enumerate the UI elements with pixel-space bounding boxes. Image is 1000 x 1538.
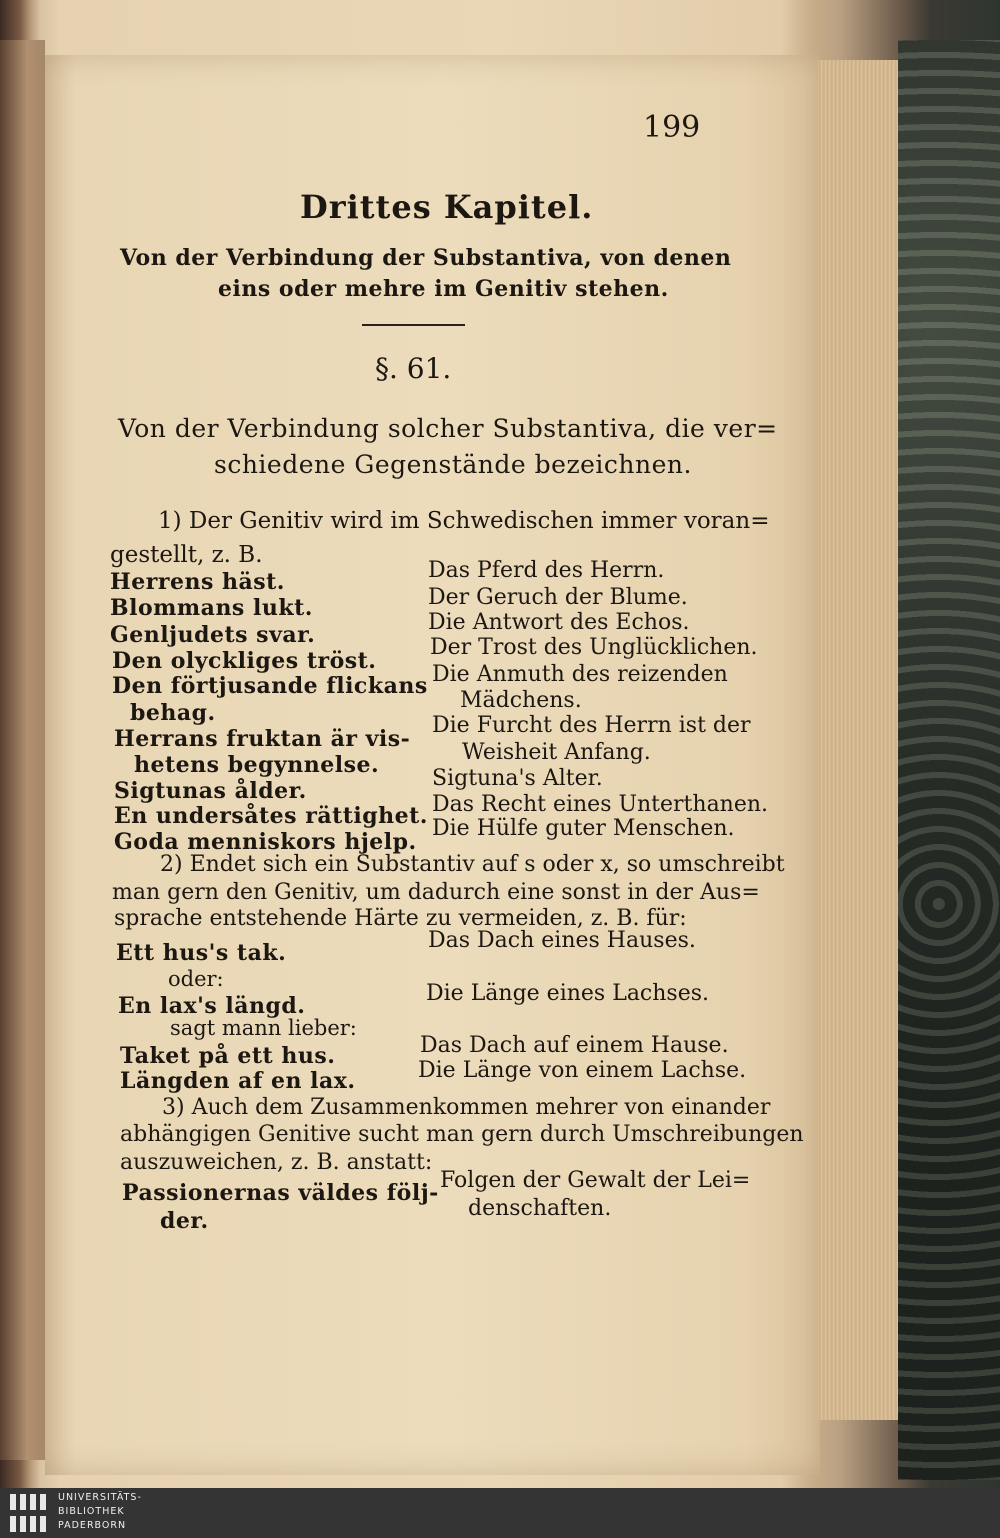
example-german: Sigtuna's Alter. [432, 766, 603, 791]
rule3-line2: abhängigen Genitive sucht man gern durch Umschreibungen [120, 1122, 804, 1147]
example-swedish: En lax's längd. [118, 993, 306, 1019]
example-note: sagt mann lieber: [170, 1016, 357, 1040]
example-swedish: hetens begynnelse. [134, 752, 380, 778]
footer-line3: PADERBORN [58, 1520, 127, 1531]
example-swedish: Sigtunas ålder. [114, 778, 307, 804]
example-german: Das Pferd des Herrn. [428, 558, 665, 583]
example-swedish: Herrans fruktan är vis- [114, 726, 411, 752]
example-german: Die Furcht des Herrn ist der [432, 713, 751, 738]
page-block-edges [818, 60, 898, 1420]
footer-line2: BIBLIOTHEK [58, 1506, 125, 1517]
rule2-line1: 2) Endet sich ein Substantiv auf s oder x, so umschreibt [160, 852, 785, 877]
example-german: Die Anmuth des reizenden [432, 662, 728, 687]
previous-page-edge [0, 40, 45, 1460]
example-swedish: Den förtjusande flickans [112, 673, 428, 699]
chapter-subtitle-line1: Von der Verbindung der Substantiva, von denen [120, 245, 732, 271]
rule3-line3: auszuweichen, z. B. anstatt: [120, 1150, 433, 1175]
example-german: Folgen der Gewalt der Lei= [440, 1168, 751, 1193]
rule3-line1: 3) Auch dem Zusammenkommen mehrer von einander [162, 1095, 771, 1120]
example-swedish: behag. [130, 700, 216, 726]
library-footer-bar [0, 1488, 1000, 1538]
chapter-subtitle-line2: eins oder mehre im Genitiv stehen. [218, 276, 669, 302]
example-swedish: Herrens häst. [110, 569, 285, 595]
divider-rule [362, 324, 465, 326]
page-number: 199 [643, 110, 701, 145]
example-german: Der Trost des Unglücklichen. [430, 635, 758, 660]
rule1-line2: gestellt, z. B. [110, 542, 263, 568]
example-swedish: Den olyckliges tröst. [112, 648, 377, 674]
rule2-line2: man gern den Genitiv, um dadurch eine sonst in der Aus= [112, 880, 760, 905]
example-german: denschaften. [468, 1196, 612, 1221]
example-german: Der Geruch der Blume. [428, 585, 688, 610]
example-german: Das Dach auf einem Hause. [420, 1033, 729, 1058]
section-heading-line2: schiedene Gegenstände bezeichnen. [214, 450, 692, 479]
chapter-title: Drittes Kapitel. [300, 188, 594, 226]
example-german: Das Recht eines Unterthanen. [432, 792, 769, 817]
footer-line1: UNIVERSITÄTS- [58, 1492, 142, 1503]
example-swedish: Passionernas väldes följ- [122, 1180, 439, 1206]
example-german: Mädchens. [460, 688, 582, 713]
example-swedish: Taket på ett hus. [120, 1043, 336, 1069]
example-swedish: Blommans lukt. [110, 595, 313, 621]
example-swedish: der. [160, 1208, 209, 1234]
example-german: Weisheit Anfang. [462, 740, 651, 765]
example-german: Die Länge eines Lachses. [426, 981, 710, 1006]
rule1-line1: 1) Der Genitiv wird im Schwedischen immer voran= [158, 508, 770, 534]
example-german: Die Länge von einem Lachse. [418, 1058, 747, 1083]
section-heading-line1: Von der Verbindung solcher Substantiva, die ver= [118, 414, 778, 443]
example-note: oder: [168, 967, 224, 991]
example-german: Die Hülfe guter Menschen. [432, 816, 735, 841]
library-logo-icon [10, 1492, 50, 1534]
example-swedish: Genljudets svar. [110, 622, 316, 648]
section-number: §. 61. [375, 352, 452, 385]
rule2-line3: sprache entstehende Härte zu vermeiden, z. B. für: [114, 906, 687, 931]
example-german: Das Dach eines Hauses. [428, 928, 696, 953]
example-swedish: En undersåtes rättighet. [114, 803, 428, 829]
marbled-cover [898, 40, 1000, 1480]
example-swedish: Goda menniskors hjelp. [114, 829, 417, 855]
example-german: Die Antwort des Echos. [428, 610, 690, 635]
example-swedish: Ett hus's tak. [116, 940, 287, 966]
example-swedish: Längden af en lax. [120, 1068, 356, 1094]
